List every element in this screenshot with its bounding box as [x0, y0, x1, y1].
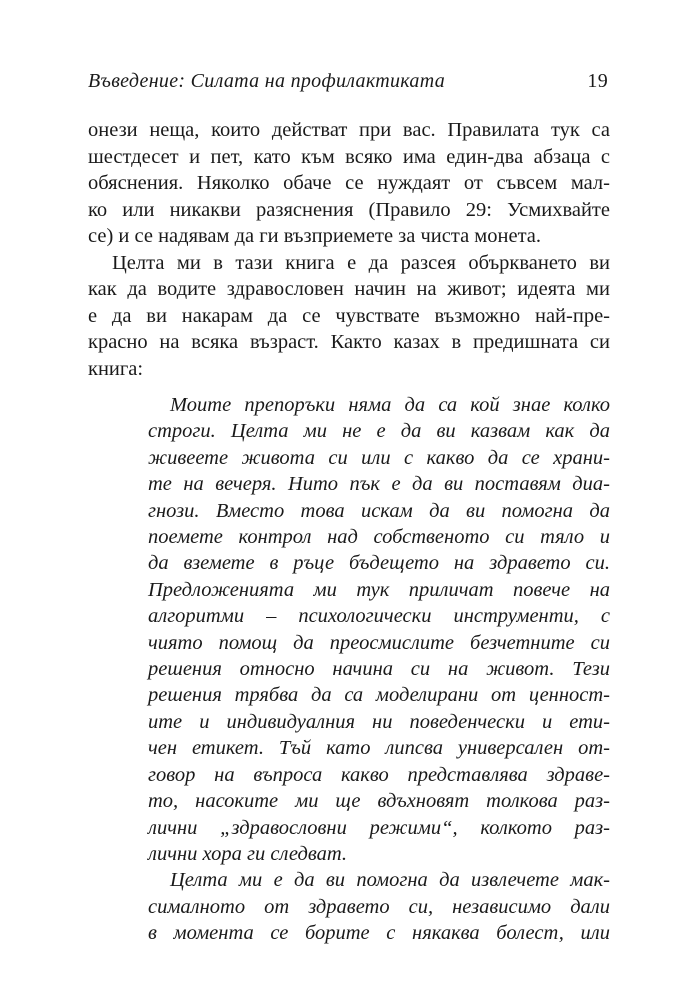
quote-line: строги. Целта ми не е да ви казвам как да	[148, 420, 610, 443]
quote-line: живеете живота си или с какво да се храни-	[148, 446, 610, 469]
text-line: красно на всяка възраст. Както казах в предишната си	[88, 331, 610, 353]
text-line: как да водите здравословен начин на живот; идеята ми	[88, 278, 610, 300]
quote-line: решения трябва да са моделирани от ценност-	[148, 684, 610, 707]
quote-line: то, насоките ми ще вдъхновят толкова раз-	[148, 790, 610, 813]
quote-line: чен етикет. Тъй като липсва универсален от-	[148, 737, 610, 760]
quote-line: решения относно начина си на живот. Тези	[148, 658, 610, 681]
running-header	[88, 70, 608, 93]
quote-line: лични „здравословни режими“, колкото раз-	[148, 816, 610, 839]
text-line: шестдесет и пет, като към всяко има един-два абзаца с	[88, 145, 610, 168]
quote-line: поемете контрол над собственото си тяло и	[148, 526, 610, 549]
text-line: е да ви накарам да се чувствате възможно най-пре-	[88, 304, 610, 327]
quote-line: Моите препоръки няма да са кой знае колко	[170, 394, 610, 416]
quote-line: чиято помощ да преосмислите безчетните си	[148, 631, 610, 654]
text-line: обяснения. Няколко обаче се нуждаят от съвсем мал-	[88, 172, 610, 194]
text-line: книга:	[88, 357, 144, 380]
quote-line: лични хора ги следват.	[148, 842, 348, 865]
quote-line: говор на въпроса какво представлява здраве-	[148, 763, 610, 786]
block-quote	[148, 392, 610, 947]
text-line: се) и се надявам да ги възприемете за чиста монета.	[88, 225, 542, 247]
quote-line: да вземете в ръце бъдещето на здравето си.	[148, 552, 610, 575]
chapter-title: Въведение: Силата на профилактиката	[88, 70, 446, 92]
body-text	[88, 117, 610, 382]
quote-line: Целта ми е да ви помогна да извлечете мак-	[170, 869, 610, 892]
quote-line: алгоритми – психологически инструменти, с	[148, 605, 610, 628]
page-number: 19	[587, 70, 608, 92]
quote-line: те на вечеря. Нито пък е да ви поставям диа-	[148, 473, 610, 496]
text-line: онези неща, които действат при вас. Правилата тук са	[88, 119, 610, 141]
text-line: Целта ми в тази книга е да разсея объркването ви	[112, 251, 610, 274]
text-line: ко или никакви разяснения (Правило 29: Усмихвайте	[88, 198, 610, 221]
quote-line: ите и индивидуалния ни поведенчески и ети-	[148, 710, 610, 733]
quote-line: Предложенията ми тук приличат повече на	[148, 578, 610, 601]
quote-line: в момента се борите с някаква болест, или	[148, 922, 610, 945]
quote-line: гнози. Вместо това искам да ви помогна да	[148, 499, 610, 522]
quote-line: сималното от здравето си, независимо дали	[148, 895, 610, 918]
